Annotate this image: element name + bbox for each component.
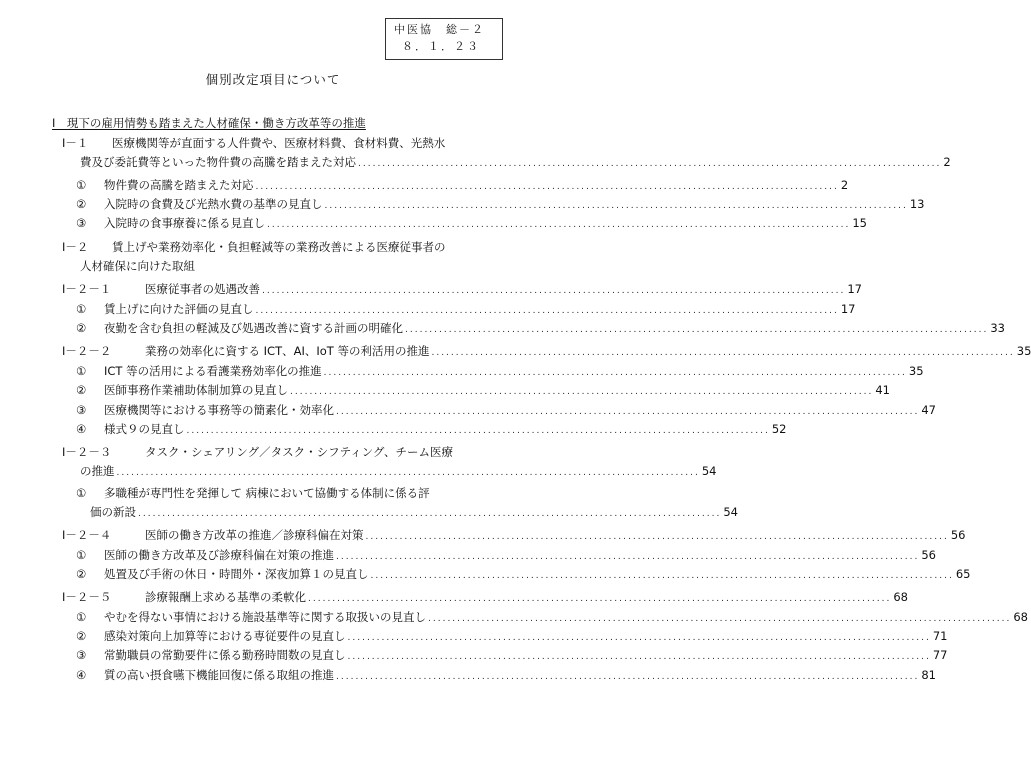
- toc-item[interactable]: [104, 300, 856, 319]
- toc-item-number: ①: [76, 548, 87, 562]
- toc-item[interactable]: [90, 503, 738, 522]
- section-heading: Ⅰ 現下の雇用情勢も踏まえた人材確保・働き方改革等の推進: [52, 116, 366, 130]
- toc-item-number: Ⅰ－２: [62, 240, 89, 254]
- toc-item[interactable]: [104, 176, 849, 195]
- toc-item-label: 価の新設: [90, 505, 136, 519]
- toc-item-number: ②: [76, 321, 87, 335]
- document-id-line-2: ８．１．２３: [402, 40, 480, 53]
- toc-page-number: 81: [921, 668, 936, 682]
- toc-item[interactable]: [112, 238, 504, 257]
- toc-item-label: 医師の働き方改革及び診療科偏在対策の推進: [104, 548, 334, 562]
- toc-item-number: ①: [76, 610, 87, 624]
- toc-page-number: 17: [840, 302, 856, 316]
- toc-page-number: 33: [990, 321, 1005, 335]
- toc-item-label: 人材確保に向けた取組: [80, 259, 195, 273]
- dot-leader: ........................................................................................................................: [116, 468, 700, 478]
- toc-item[interactable]: [104, 195, 925, 214]
- toc-item-label: 医療従事者の処遇改善: [145, 282, 260, 296]
- toc-page-number: 41: [875, 383, 890, 397]
- toc-item[interactable]: [104, 484, 504, 503]
- dot-leader: ........................................................................................................................: [186, 426, 770, 436]
- toc-page-number: 68: [893, 590, 908, 604]
- toc-page-number: 15: [852, 216, 867, 230]
- toc-item-number: Ⅰ－２－１: [62, 282, 112, 296]
- toc-item[interactable]: [145, 526, 966, 545]
- toc-item-number: Ⅰ－２－４: [62, 528, 112, 542]
- dot-leader: ........................................................................................................................: [370, 571, 954, 581]
- dot-leader: ........................................................................................................................: [336, 407, 920, 417]
- toc-item-label: 質の高い摂食嚥下機能回復に係る取組の推進: [104, 668, 334, 682]
- toc-item-number: Ⅰ－２－３: [62, 445, 112, 459]
- document-id-line-1: 中医協 総－２: [394, 23, 485, 36]
- toc-page-number: 13: [909, 197, 925, 211]
- dot-leader: ........................................................................................................................: [138, 509, 722, 519]
- toc-item-label: 医療機関等が直面する人件費や、医療材料費、食材料費、光熱水: [112, 136, 446, 150]
- toc-item-number: Ⅰ－２－５: [62, 590, 112, 604]
- toc-item-number: ①: [76, 302, 87, 316]
- toc-item-label: 医師の働き方改革の推進／診療科偏在対策: [145, 528, 364, 542]
- toc-item[interactable]: [104, 214, 867, 233]
- dot-leader: ........................................................................................................................: [290, 387, 874, 397]
- toc-item[interactable]: [104, 546, 936, 565]
- toc-item[interactable]: [104, 362, 924, 381]
- toc-item[interactable]: [104, 666, 936, 685]
- toc-item[interactable]: [104, 401, 936, 420]
- toc-item-number: ④: [76, 422, 87, 436]
- dot-leader: ........................................................................................................................: [365, 532, 949, 542]
- dot-leader: ........................................................................................................................: [255, 182, 839, 192]
- toc-item-label: 処置及び手術の休日・時間外・深夜加算１の見直し: [104, 567, 369, 581]
- dot-leader: ........................................................................................................................: [323, 368, 907, 378]
- document-id-box: [385, 18, 503, 60]
- document-title: 個別改定項目について: [205, 72, 341, 87]
- dot-leader: ........................................................................................................................: [428, 614, 1012, 624]
- toc-item-label: 医療機関等における事務等の簡素化・効率化: [104, 403, 334, 417]
- toc-page-number: 68: [1013, 610, 1028, 624]
- toc-page-number: 35: [908, 364, 924, 378]
- toc-item-label: 賃上げに向けた評価の見直し: [104, 302, 254, 316]
- toc-page-number: 2: [840, 178, 849, 192]
- toc-item-number: ②: [76, 567, 87, 581]
- toc-item-number: ②: [76, 629, 87, 643]
- toc-page-number: 35: [1016, 344, 1031, 358]
- dot-leader: ........................................................................................................................: [347, 652, 931, 662]
- toc-page-number: 71: [932, 629, 948, 643]
- toc-item[interactable]: [104, 608, 1028, 627]
- toc-item-number: ①: [76, 178, 87, 192]
- toc-item-number: ④: [76, 668, 87, 682]
- toc-item-label: 物件費の高騰を踏まえた対応: [104, 178, 254, 192]
- toc-item-label: 医師事務作業補助体制加算の見直し: [104, 383, 288, 397]
- toc-item-label: 常勤職員の常勤要件に係る勤務時間数の見直し: [104, 648, 346, 662]
- toc-item-label: 多職種が専門性を発揮して 病棟において協働する体制に係る評: [104, 486, 430, 500]
- toc-page-number: 2: [943, 155, 951, 169]
- toc-item-label: タスク・シェアリング／タスク・シフティング、チーム医療: [145, 445, 453, 459]
- toc-item[interactable]: [145, 588, 908, 607]
- toc-item[interactable]: [104, 319, 1005, 338]
- toc-item-label: ICT 等の活用による看護業務効率化の推進: [104, 364, 322, 378]
- toc-item[interactable]: [80, 462, 717, 481]
- toc-page-number: 56: [950, 528, 966, 542]
- dot-leader: ........................................................................................................................: [347, 633, 931, 643]
- dot-leader: ........................................................................................................................: [308, 594, 892, 604]
- toc-item[interactable]: [80, 257, 504, 276]
- toc-item[interactable]: [104, 646, 948, 665]
- toc-item-label: 診療報酬上求める基準の柔軟化: [145, 590, 306, 604]
- toc-item[interactable]: [80, 153, 951, 172]
- toc-item-label: 夜勤を含む負担の軽減及び処遇改善に資する計画の明確化: [104, 321, 403, 335]
- toc-item-number: Ⅰ－１: [62, 136, 89, 150]
- toc-item[interactable]: [104, 420, 787, 439]
- toc-item-number: ②: [76, 197, 87, 211]
- toc-item-number: ①: [76, 486, 87, 500]
- toc-page-number: 65: [955, 567, 971, 581]
- toc-page-number: 54: [723, 505, 738, 519]
- toc-item-number: ③: [76, 403, 87, 417]
- toc-item[interactable]: [104, 381, 890, 400]
- toc-page-number: 77: [932, 648, 948, 662]
- toc-item-label: 費及び委託費等といった物件費の高騰を踏まえた対応: [80, 155, 356, 169]
- toc-item-label: 賃上げや業務効率化・負担軽減等の業務改善による医療従事者の: [112, 240, 446, 254]
- toc-item[interactable]: [104, 627, 948, 646]
- dot-leader: ........................................................................................................................: [262, 286, 846, 296]
- toc-item[interactable]: [145, 280, 862, 299]
- toc-item-number: ③: [76, 216, 87, 230]
- toc-page-number: 56: [921, 548, 936, 562]
- toc-item-label: 入院時の食費及び光熱水費の基準の見直し: [104, 197, 323, 211]
- dot-leader: ........................................................................................................................: [358, 159, 942, 169]
- dot-leader: ........................................................................................................................: [267, 220, 851, 230]
- dot-leader: ........................................................................................................................: [255, 306, 839, 316]
- toc-item-label: の推進: [80, 464, 115, 478]
- toc-item-label: 入院時の食事療養に係る見直し: [104, 216, 265, 230]
- toc-item[interactable]: [104, 565, 971, 584]
- toc-item-number: ①: [76, 364, 87, 378]
- toc-page-number: 47: [921, 403, 936, 417]
- dot-leader: ........................................................................................................................: [336, 672, 920, 682]
- toc-page-number: 17: [847, 282, 862, 296]
- toc-item-label: 業務の効率化に資する ICT、AI、IoT 等の利活用の推進: [145, 344, 430, 358]
- dot-leader: ........................................................................................................................: [336, 552, 920, 562]
- toc-item[interactable]: [145, 443, 504, 462]
- toc-item-number: Ⅰ－２－２: [62, 344, 112, 358]
- toc-page-number: 52: [771, 422, 787, 436]
- toc-item-label: 様式９の見直し: [104, 422, 185, 436]
- dot-leader: ........................................................................................................................: [405, 325, 989, 335]
- toc-page-number: 54: [701, 464, 717, 478]
- toc-item-label: 感染対策向上加算等における専従要件の見直し: [104, 629, 346, 643]
- dot-leader: ........................................................................................................................: [431, 348, 1015, 358]
- toc-item[interactable]: [145, 342, 1031, 361]
- dot-leader: ........................................................................................................................: [324, 201, 908, 211]
- toc-item-label: やむを得ない事情における施設基準等に関する取扱いの見直し: [104, 610, 426, 624]
- toc-item[interactable]: [112, 134, 504, 153]
- toc-item-number: ②: [76, 383, 87, 397]
- toc-item-number: ③: [76, 648, 87, 662]
